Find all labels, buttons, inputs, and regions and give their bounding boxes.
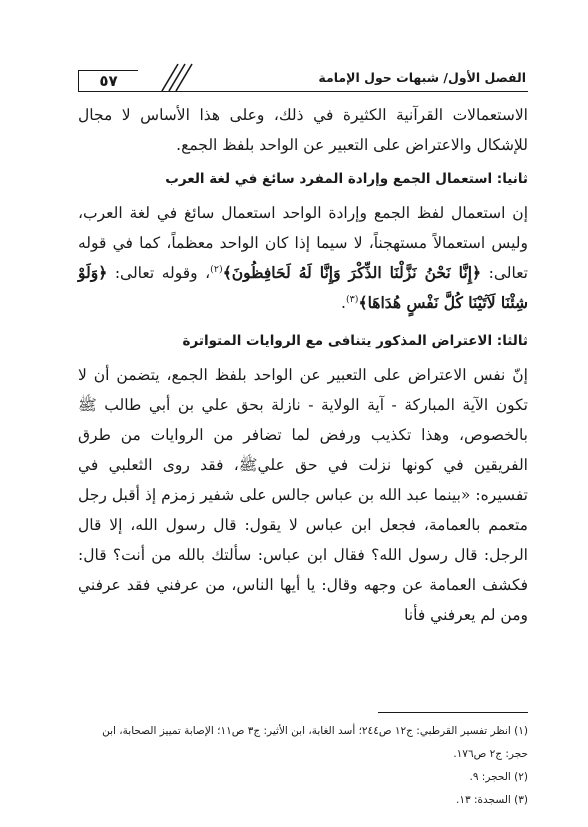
paragraph-2-text-end: . <box>341 294 346 312</box>
page-number: ٥٧ <box>78 70 138 92</box>
running-header <box>78 60 528 92</box>
header-slash-ornament <box>152 62 198 92</box>
footnotes <box>78 720 528 812</box>
paragraph-3 <box>78 360 528 630</box>
footnote-ref-2: (٢) <box>210 263 223 275</box>
paragraph-3-text-a: إنّ نفس الاعتراض على التعبير عن الواحد بلفظ الجمع، يتضمن أن لا تكون الآية المباركة - آية الولاية - نازلة بحق علي بن أبي طالب <box>78 366 528 414</box>
footnote-separator <box>378 712 528 713</box>
main-text <box>78 100 528 630</box>
header-rule <box>78 91 528 92</box>
paragraph-2-text-mid: ، وقوله تعالى: <box>107 264 211 282</box>
footnote-ref-3: (٣) <box>345 293 359 305</box>
quran-verse-2: ﴿وَلَوْ شِئْنَا لَآتَيْنَا كُلَّ نَفْسٍ هُدَاهَا﴾ <box>78 263 528 312</box>
paragraph-2 <box>78 198 528 318</box>
paragraph-3-text-b: بالخصوص، وهذا تكذيب ورفض لما تضافر من الروايات من طرق الفريقين في كونها نزلت في حق علي <box>78 426 528 474</box>
footnote-3: (٣) السجدة: ١٣. <box>456 794 528 806</box>
header-title: الفصل الأول/ شبهات حول الإمامة <box>318 70 526 85</box>
section-heading-3: ثالثا: الاعتراض المذكور يتنافى مع الروايات المتواترة <box>182 333 528 349</box>
footnote-2: (٢) الحجر: ٩. <box>469 771 528 783</box>
footnote-1: (١) انظر تفسير القرطبي: ج١٢ ص٢٤٤؛ أسد الغابة، ابن الأثير: ج٣ ص١١؛ الإصابة تمييز الصحابة، ابن حجر: ج٢ ص١٧٦. <box>102 725 528 760</box>
paragraph-2-text-before: إن استعمال لفظ الجمع وإرادة الواحد استعمال سائغ في لغة العرب، وليس استعمالاً مستهجناً، لا سيما إذا كان الواحد معظماً، كما في قوله تعالى: <box>78 204 528 282</box>
section-heading-2: ثانيا: استعمال الجمع وإرادة المفرد سائغ في لغة العرب <box>165 171 528 187</box>
book-page <box>78 60 528 820</box>
paragraph-1: الاستعمالات القرآنية الكثيرة في ذلك، وعلى هذا الأساس لا مجال للإشكال والاعتراض على التعبير عن الواحد بلفظ الجمع. <box>78 106 528 154</box>
quran-verse-1: ﴿إِنَّا نَحْنُ نَزَّلْنَا الذِّكْرَ وَإِنَّا لَهُ لَحَافِظُونَ﴾ <box>222 263 482 282</box>
salutation-glyph-1: ﷺ <box>78 396 97 414</box>
paragraph-3-text-c: ، فقد روى الثعلبي في تفسيره: «بينما عبد الله بن عباس جالس على شفير زمزم إذ أقبل رجل متعمم بالعمامة، فجعل ابن عباس لا يقول: قال رسول الله، إلا قال الرجل: قال رسول الله؟ فقال ابن عباس: سألتك بالله من أنت؟ قال: فكشف العمامة عن وجهه وقال: يا أيها الناس، من عرفني فقد عرفني ومن لم يعرفني فأنا <box>78 456 528 624</box>
salutation-glyph-2: ﷺ <box>238 456 258 474</box>
